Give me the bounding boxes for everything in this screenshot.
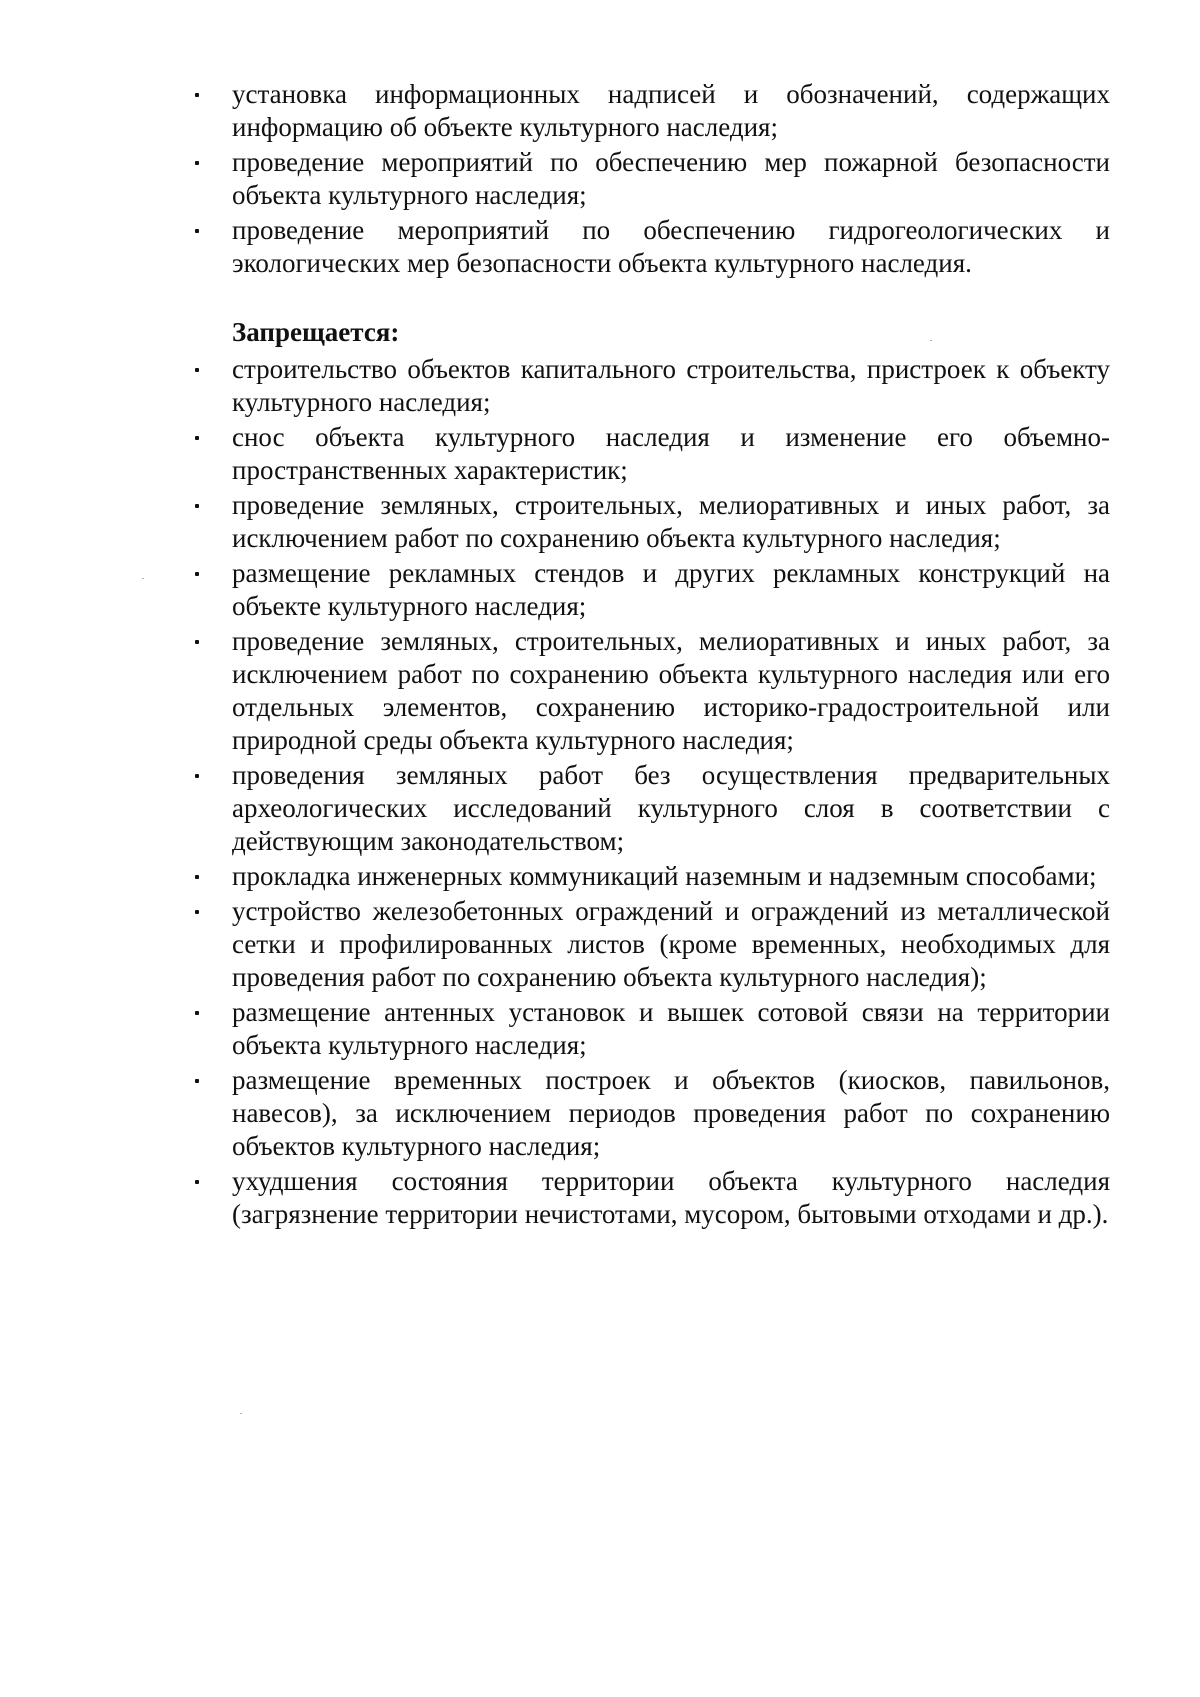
bullet-icon <box>195 1180 199 1184</box>
list-item-text: прокладка инженерных коммуникаций наземным и надземным способами; <box>232 861 1097 891</box>
scan-speck <box>142 578 144 579</box>
list-item <box>232 996 1110 1062</box>
list-item <box>232 759 1110 858</box>
list-item-text: размещение антенных установок и вышек сотовой связи на территории объекта культурного наследия; <box>232 997 1110 1060</box>
bullet-icon <box>195 572 199 576</box>
list-item <box>232 1064 1110 1163</box>
list-item-text: установка информационных надписей и обозначений, содержащих информацию об объекте культурного наследия; <box>232 79 1110 142</box>
list-item-text: проведение мероприятий по обеспечению мер пожарной безопасности объекта культурного наследия; <box>232 147 1110 210</box>
bullet-icon <box>195 368 199 372</box>
list-item-text: размещение рекламных стендов и других рекламных конструкций на объекте культурного наследия; <box>232 558 1110 621</box>
bullet-icon <box>195 640 199 644</box>
allowed-list <box>232 78 1110 280</box>
bullet-icon <box>195 161 199 165</box>
list-item <box>232 557 1110 623</box>
scan-speck <box>240 1413 242 1414</box>
bullet-icon <box>195 504 199 508</box>
list-item <box>232 625 1110 757</box>
list-item-text: строительство объектов капитального строительства, пристроек к объекту культурного наследия; <box>232 354 1110 417</box>
document-body <box>232 78 1110 1233</box>
bullet-icon <box>195 910 199 914</box>
bullet-icon <box>195 93 199 97</box>
list-item-text: устройство железобетонных ограждений и ограждений из металлической сетки и профилированных листов (кроме временных, необходимых для проведения работ по сохранению объекта культурного наследия); <box>232 896 1110 992</box>
list-item-text: снос объекта культурного наследия и изменение его объемно-пространственных характеристик; <box>232 422 1110 485</box>
list-item <box>232 489 1110 555</box>
list-item-text: проведение мероприятий по обеспечению гидрогеологических и экологических мер безопасности объекта культурного наследия. <box>232 215 1110 278</box>
bullet-icon <box>195 436 199 440</box>
list-item <box>232 214 1110 280</box>
list-item <box>232 146 1110 212</box>
prohibited-list <box>232 353 1110 1231</box>
list-item <box>232 353 1110 419</box>
bullet-icon <box>195 774 199 778</box>
bullet-icon <box>195 1011 199 1015</box>
bullet-icon <box>195 875 199 879</box>
bullet-icon <box>195 1079 199 1083</box>
list-item-text: размещение временных построек и объектов (киосков, павильонов, навесов), за исключением периодов проведения работ по сохранению объектов культурного наследия; <box>232 1065 1110 1161</box>
list-item <box>232 78 1110 144</box>
list-item <box>232 895 1110 994</box>
list-item-text: проведение земляных, строительных, мелиоративных и иных работ, за исключением работ по сохранению объекта культурного наследия или его отдельных элементов, сохранению историко-градостроительной или природной среды объекта культурного наследия; <box>232 626 1110 755</box>
list-item-text: ухудшения состояния территории объекта культурного наследия (загрязнение территории нечистотами, мусором, бытовыми отходами и др.). <box>232 1166 1110 1229</box>
bullet-icon <box>195 229 199 233</box>
prohibited-heading: Запрещается: <box>232 317 400 347</box>
list-item <box>232 421 1110 487</box>
list-item <box>232 860 1110 893</box>
list-item-text: проведения земляных работ без осуществления предварительных археологических исследований культурного слоя в соответствии с действующим законодательством; <box>232 760 1110 856</box>
list-item <box>232 1165 1110 1231</box>
list-item-text: проведение земляных, строительных, мелиоративных и иных работ, за исключением работ по сохранению объекта культурного наследия; <box>232 490 1110 553</box>
